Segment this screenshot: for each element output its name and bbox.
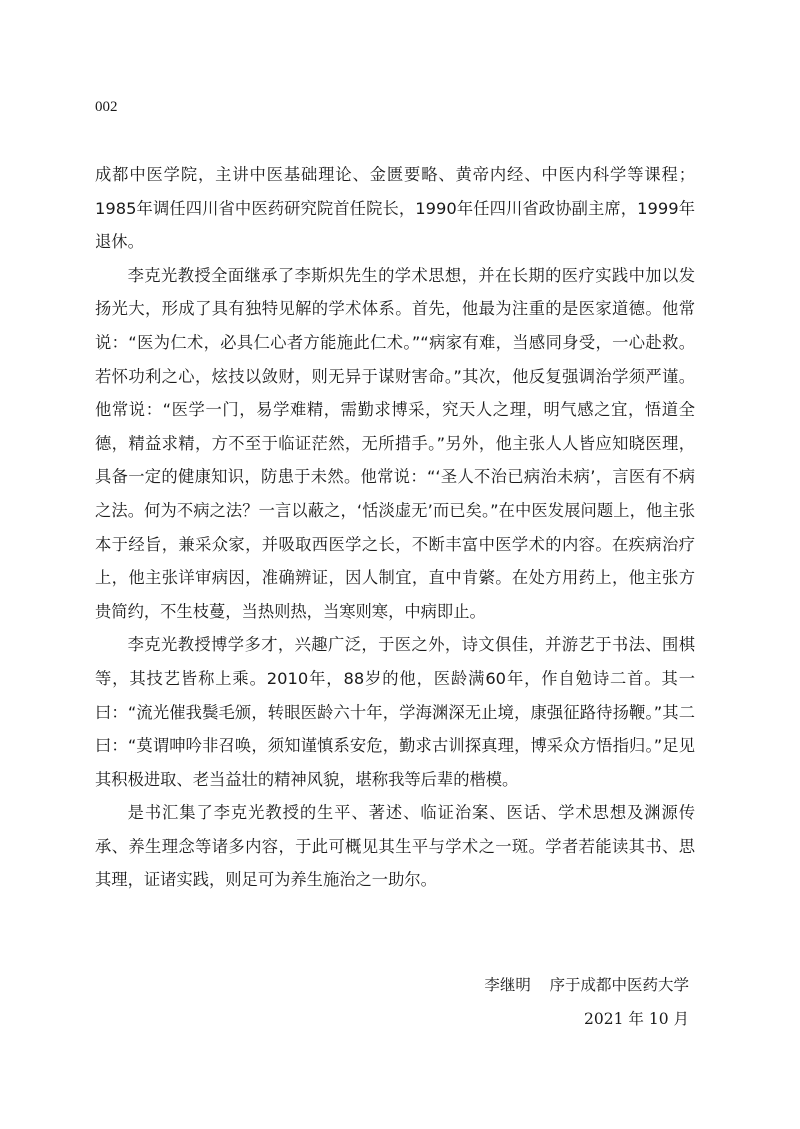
signature-block <box>484 968 689 1036</box>
paragraph-2: 李克光教授全面继承了李斯炽先生的学术思想，并在长期的医疗实践中加以发扬光大，形成了具有独特见解的学术体系。首先，他最为注重的是医家道德。他常说：“医为仁术，必具仁心者方能施此仁术。”“病家有难，当感同身受，一心赴救。若怀功利之心，炫技以敛财，则无异于谋财害命。”其次，他反复强调治学须严谨。他常说：“医学一门，易学难精，需勤求博采，究天人之理，明气感之宜，悟道全德，精益求精，方不至于临证茫然，无所措手。”另外，他主张人人皆应知晓医理，具备一定的健康知识，防患于未然。他常说：“‘圣人不治已病治未病’，言医有不病之法。何为不病之法？一言以蔽之，‘恬淡虚无’而已矣。”在中医发展问题上，他主张本于经旨，兼采众家，并吸取西医学之长，不断丰富中医学术的内容。在疾病治疗上，他主张详审病因，准确辨证，因人制宜，直中肯綮。在处方用药上，他主张方贵简约，不生枝蔓，当热则热，当寒则寒，中病即止。 <box>95 265 695 621</box>
page-number: 002 <box>95 99 118 115</box>
paragraph-3: 李克光教授博学多才，兴趣广泛，于医之外，诗文俱佳，并游艺于书法、围棋等，其技艺皆称上乘。2010年，88岁的他，医龄满60年，作自勉诗二首。其一曰：“流光催我鬓毛颁，转眼医龄六十年，学海渊深无止境，康强征路待扬鞭。”其二曰：“莫谓呻吟非召唤，须知谨慎系安危，勤求古训探真理，博采众方悟指归。”足见其积极进取、老当益壮的精神风貌，堪称我等后辈的楷模。 <box>95 635 695 789</box>
preface-date: 2021 年 10 月 <box>584 1010 689 1028</box>
author-name: 李继明 <box>484 976 531 994</box>
paragraph-4: 是书汇集了李克光教授的生平、著述、临证治案、医话、学术思想及渊源传承、养生理念等诸多内容，于此可概见其生平与学术之一斑。学者若能读其书、思其理，证诸实践，则足可为养生施治之一助尔。 <box>95 803 695 890</box>
signature-line <box>484 968 689 1002</box>
preface-location: 序于成都中医药大学 <box>549 976 689 994</box>
preface-body <box>95 158 695 897</box>
paragraph-1: 成都中医学院，主讲中医基础理论、金匮要略、黄帝内经、中医内科学等课程；1985年调任四川省中医药研究院首任院长，1990年任四川省政协副主席，1999年退休。 <box>95 165 695 252</box>
